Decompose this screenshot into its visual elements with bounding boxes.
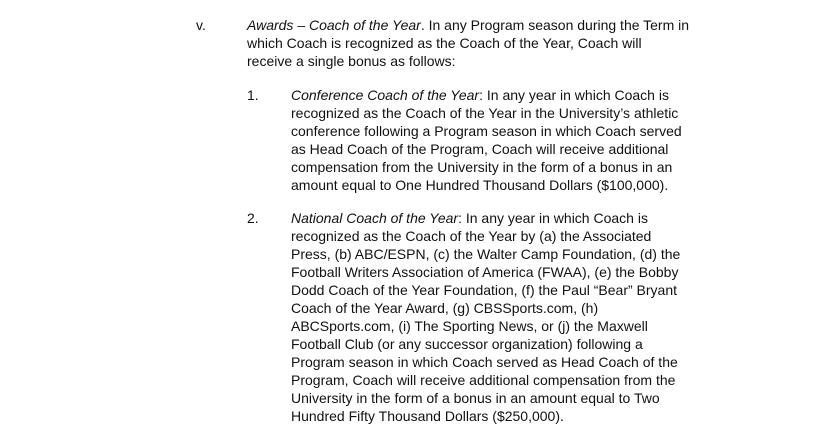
item-line: Football Writers Association of America (FWAA), (e) the Bobby: [291, 264, 679, 280]
item-2-paragraph: [291, 209, 680, 425]
section-paragraph: [247, 16, 689, 70]
item-line: Hundred Fifty Thousand Dollars ($250,000).: [291, 408, 564, 424]
item-line: Press, (b) ABC/ESPN, (c) the Walter Camp Foundation, (d) the: [291, 246, 681, 262]
item-line: Dodd Coach of the Year Foundation, (f) the Paul “Bear” Bryant: [291, 282, 678, 298]
section-line: receive a single bonus as follows:: [247, 53, 456, 69]
item-line: Program, Coach will receive additional compensation from the: [291, 372, 676, 388]
item-1-marker: 1.: [247, 87, 259, 103]
section-line: Awards – Coach of the Year. In any Program season during the Term in: [247, 17, 690, 33]
section-marker: v.: [196, 17, 206, 33]
item-line: recognized as the Coach of the Year in the University’s athletic: [291, 105, 679, 121]
item-line: ABCSports.com, (i) The Sporting News, or (j) the Maxwell: [291, 318, 648, 334]
item-1-paragraph: [291, 86, 682, 194]
item-line: Conference Coach of the Year: In any year in which Coach is: [291, 87, 669, 103]
item-2-heading: National Coach of the Year: [291, 210, 459, 226]
item-line: Coach of the Year Award, (g) CBSSports.com, (h): [291, 300, 599, 316]
section-heading: Awards – Coach of the Year: [247, 17, 421, 33]
item-line: University in the form of a bonus in an amount equal to Two: [291, 390, 660, 406]
item-line: National Coach of the Year: In any year in which Coach is: [291, 210, 648, 226]
item-1-heading: Conference Coach of the Year: [291, 87, 480, 103]
item-line: as Head Coach of the Program, Coach will receive additional: [291, 141, 669, 157]
item-line: amount equal to One Hundred Thousand Dollars ($100,000).: [291, 177, 669, 193]
item-2-marker: 2.: [247, 210, 259, 226]
item-line: Program season in which Coach served as Head Coach of the: [291, 354, 678, 370]
section-line: which Coach is recognized as the Coach of the Year, Coach will: [247, 35, 642, 51]
item-line: recognized as the Coach of the Year by (a) the Associated: [291, 228, 652, 244]
item-line: compensation from the University in the form of a bonus in an: [291, 159, 673, 175]
item-line: conference following a Program season in which Coach served: [291, 123, 682, 139]
item-line: Football Club (or any successor organization) following a: [291, 336, 643, 352]
